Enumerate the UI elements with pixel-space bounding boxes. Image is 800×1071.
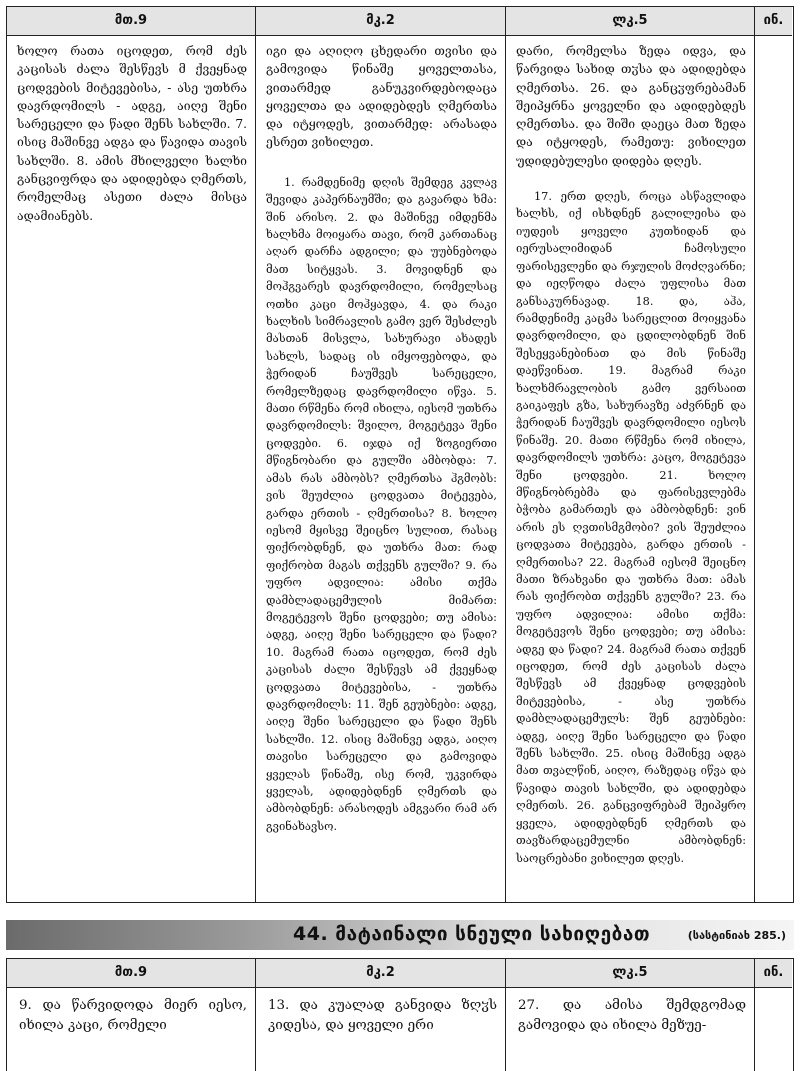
luke-text-block-2: 27. და ამისა შემდგომად გამოვიდა და იხილა მეზუე-: [518, 998, 746, 1033]
column-mark-2: [256, 959, 506, 1071]
column-john: [755, 7, 792, 902]
column-luke: [506, 7, 755, 902]
section-banner: [6, 920, 794, 950]
column-header-luke-2: ლკ.5: [506, 959, 754, 988]
luke-text-block-old: დარი, რომელსა ზედა იდვა, და წარვიდა სახიდ თჳსა და ადიდებდა ღმერთსა. 26. და განცჳფრებამან შეიპყრნა ყოველნი და ადიდებდეს ღმერთსა. და შიში დაეცა მათ ზედა და იტყოდეს, რამეთუ: ვიხილეთ უდიდებულესი დიდება დღეს.: [516, 44, 746, 168]
column-header-john-2: ინ.: [755, 959, 792, 988]
mark-text-block-modern: 1. რამდენიმე დღის შემდეგ კვლავ შევიდა კაპერნაუმში; და გავარდა ხმა: შინ არისო. 2. და მაშინვე იმდენმა ხალხმა მოიყარა თავი, რომ კართანაც აღარ დარჩა ადგილი; და უუბნებოდა მათ სიტყვას. 3. მოვიდნენ და მოჰგვარეს დავრდომილი, რომელსაც ოთხი კაცი მოჰყავდა, 4. და რაკი ხალხის სიმრავლის გამო ვერ შესძლეს მასთან მისვლა, სახურავი ახადეს სახლს, სადაც ის იმყოფებოდა, და ჭერიდან ჩაუშვეს სარეცელი, რომელზედაც დავრდომილი იწვა. 5. მათი რწმენა რომ იხილა, იესომ უთხრა დავრდომილს: შვილო, მოგეტევა შენი ცოდვები. 6. იჯდა იქ ზოგიერთი მწიგნობარი და გულში ამბობდა: 7. ამას რას ამბობს? ღმერთსა ჰგმობს: ვის შეუძლია ცოდვათა მიტევება, გარდა ერთის - ღმერთისა? 8. ხოლო იესომ მყისვე შეიცნო სულით, რასაც ფიქრობდნენ, და უთხრა მათ: რად ფიქრობთ მაგას თქვენს გულში? 9. რა უფრო ადვილია: ამისი თქმა დამბლადაცემულის მიმართ: მოგეტევოს შენი ცოდვები; თუ ამისა: ადგე, აიღე შენი სარეცელი და წადი? 10. მაგრამ რათა იცოდეთ, რომ ძეს კაცისას ძალი შესწევს ამ ქვეყნად ცოდვათა მიტევებისა, - უთხრა დავრდომილს: 11. შენ გეუბნები: ადგე, აიღე შენი სარეცელი და წადი შენს სახლში. 12. ისიც მაშინვე ადგა, აიღო თავისი სარეცელი და გამოვიდა ყველას წინაშე, ისე რომ, უკვირდა ყველას, ადიდებდნენ ღმერთს და ამბობდნენ: არასოდეს ამგვარი რამ არ გვინახავსო.: [266, 175, 497, 833]
section-title: 44. მატაინალი სნეული სახიღებათ: [293, 923, 651, 945]
mark-text-block-2: 13. და კუალად განვიდა ზღჳს კიდესა, და ყოველი ერი: [268, 998, 497, 1033]
column-luke-2: [506, 959, 755, 1071]
column-header-luke: ლკ.5: [506, 7, 754, 36]
luke-text-block-modern: 17. ერთ დღეს, როცა ასწავლიდა ხალხს, იქ ისხდნენ გალილეისა და იუდეის ყოველი კუთხიდან და იერუსალიმიდან ჩამოსული ფარისევლენი და რჯულის მოძღვარნი; და იეღწოდა ძალა უფლისა მათ განსაკურნავად. 18. და, აჰა, რამდენიმე კაცმა სარეცლით მოიყვანა დავრდომილი, და ცდილობდნენ შინ შესეყვანებინათ და მის წინაშე დაეწვინათ. 19. მაგრამ რაკი ხალხმრავლობის გამო ვერსაით გაიკაფეს გზა, სახურავზე აძვრნენ და ჭერიდან ჩაუშვეს დავრდომილი იესოს წინაშე. 20. მათი რწმენა რომ იხილა, დავრდომილს უთხრა: კაცო, მოგეტევა შენი ცოდვები. 21. ხოლო მწიგნობრებმა და ფარისევლებმა ბჭობა გამართეს და ამბობდნენ: ვინ არის ეს ღვთისმგმობი? ვის შეუძლია ცოდვათა მიტევება, გარდა ერთის - ღმერთისა? 22. მაგრამ იესომ შეიცნო მათი ზრახვანი და უთხრა მათ: ამას რას ფიქრობთ თქვენს გულში? 23. რა უფრო ადვილია: ამისი თქმა: მოგეტევოს შენი ცოდვები; თუ ამისა: ადგე და წადი? 24. მაგრამ რათა თქვენ იცოდეთ, რომ ძეს კაცისას ძალა შესწევს ამ ქვეყნად ცოდვების მიტევებისა, - ასე უთხრა დამბლადაცემულს: შენ გეუბნები: ადგე, აიღე შენი სარეცელი და წადი შენს სახლში. 25. ისიც მაშინვე ადგა მათ თვალწინ, აიღო, რაზედაც იწვა და წავიდა თავის სახლში, და ადიდებდა ღმერთს. 26. განცვიფრებამ შეიპყრო ყველა, ადიდებდნენ ღმერთს და თავზარდაცემულნი ამბობდნენ: საოცრებანი ვიხილეთ დღეს.: [516, 190, 746, 865]
column-header-matthew: მთ.9: [7, 7, 255, 36]
column-matthew: [7, 7, 256, 902]
column-header-mark: მკ.2: [256, 7, 505, 36]
column-mark: [256, 7, 506, 902]
matthew-text-block: ხოლო რათა იცოდეთ, რომ ძეს კაცისას ძალა შესწევს მ ქვეყნად ცოდვების მიტევებისა, - ასე უთხრა დავრდომილს - ადგე, აიღე შენი სარეცელი და წადი შენს სახლში. 7. ისიც მაშინვე ადგა და წავიდა თავის სახლში. 8. ამის მხილველი ხალხი განცვიფრდა და ადიდებდა ღმერთს, რომელმაც ასეთი ძალა მისცა ადამიანებს.: [17, 44, 247, 223]
parallel-gospels-table-top: [6, 6, 794, 903]
column-header-mark-2: მკ.2: [256, 959, 505, 988]
matthew-text-block-2: 9. და წარვიდოდა მიერ იესო, იხილა კაცი, რომელი: [19, 998, 247, 1033]
section-reference: (სასტინიახ 285.): [687, 929, 786, 942]
parallel-gospels-table-bottom: [6, 958, 794, 1071]
column-matthew-2: [7, 959, 256, 1071]
mark-text-block-old: იგი და აღიღო ცხედარი თვისი და გამოვიდა წინაშე ყოველთასა, ვითარმედ განუკვირდებოდაცა ყოველთა და ადიდებდეს ღმერთსა და იტყოდეს, ვითარმედ: არასადა ესრეთ ვიხილეთ.: [266, 44, 497, 150]
column-john-2: [755, 959, 792, 1071]
column-header-john: ინ.: [755, 7, 792, 36]
column-header-matthew-2: მთ.9: [7, 959, 255, 988]
